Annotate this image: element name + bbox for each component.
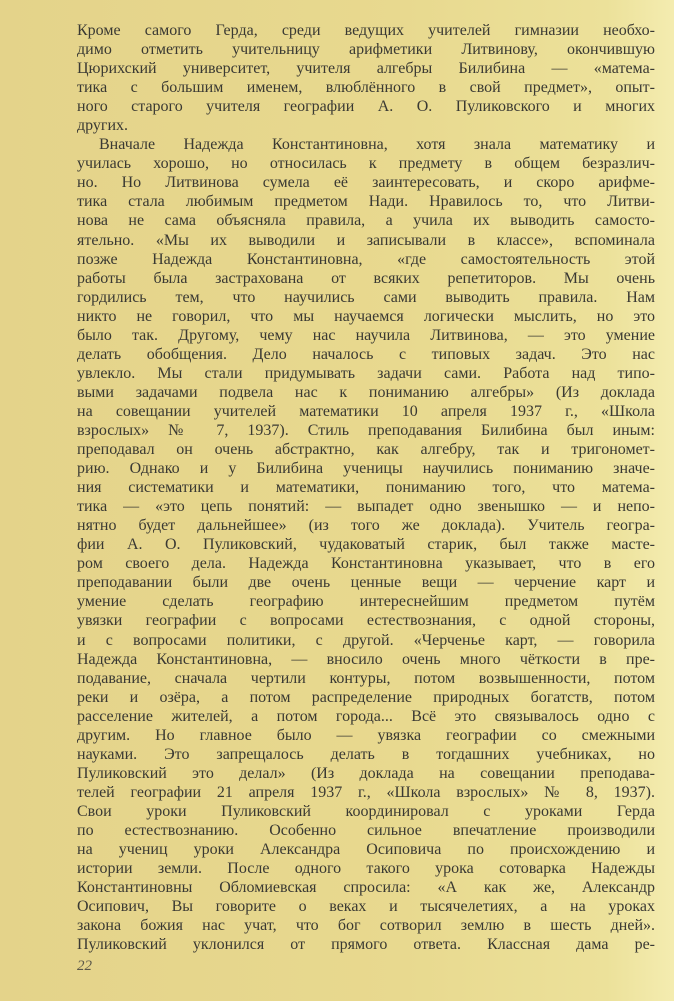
text-line: реки и озёра, а потом распределение природных богатств, потом (77, 688, 655, 706)
text-line: димо отметить учительницу арифметики Литвинову, окончившую (77, 41, 655, 59)
text-line: взрослых» № 7, 1937). Стиль преподавания Билибина был иным: (77, 421, 655, 439)
text-line: на совещании учителей математики 10 апреля 1937 г., «Школа (77, 402, 655, 420)
text-line: увязки географии с вопросами естествознания, с одной стороны, (77, 612, 655, 630)
text-line: увлекло. Мы стали придумывать задачи сами. Работа над типо- (77, 364, 655, 382)
text-line: гордились тем, что научились сами выводить правила. Нам (77, 288, 655, 306)
text-line: Вначале Надежда Константиновна, хотя знала математику и (99, 136, 655, 154)
text-line: истории земли. После одного такого урока сотоварка Надежды (77, 860, 655, 878)
text-line: преподавал он очень абстрактно, как алгебру, так и тригономет- (77, 441, 655, 459)
text-line: Кроме самого Герда, среди ведущих учителей гимназии необхо- (77, 22, 655, 39)
text-line: нятно будет дальнейшее» (из того же доклада). Учитель геогра- (77, 517, 655, 535)
text-line: закона божия нас учат, что бог сотворил землю в шесть дней». (77, 917, 655, 935)
page-number: 22 (77, 958, 92, 974)
text-line: тика стала любимым предметом Нади. Нравилось то, что Литви- (77, 193, 655, 211)
text-line: фии А. О. Пуликовский, чудаковатый старик, был также масте- (77, 536, 655, 554)
text-line: умение сделать географию интереснейшим предметом путём (77, 593, 655, 611)
text-line: ром своего дела. Надежда Константиновна указывает, что в его (77, 555, 655, 573)
body-text (77, 21, 655, 954)
text-line: но. Но Литвинова сумела её заинтересовать, и скоро арифме- (77, 174, 655, 192)
text-line: тика — «это цепь понятий: — выпадет одно звенышко — и непо- (77, 498, 655, 516)
text-line: никто не говорил, что мы научаемся логически мыслить, но это (77, 307, 655, 325)
text-line: позже Надежда Константиновна, «где самостоятельность этой (77, 250, 655, 268)
text-line: Надежда Константиновна, — вносило очень много чёткости в пре- (77, 650, 655, 668)
text-line: ного старого учителя географии А. О. Пуликовского и многих (77, 98, 655, 116)
text-line: на учениц уроки Александра Осиповича по происхождению и (77, 841, 655, 859)
text-line: тика с большим именем, влюблённого в свой предмет», опыт- (77, 79, 655, 97)
text-line: расселение жителей, а потом города... Всё это связывалось одно с (77, 707, 655, 725)
text-line: телей географии 21 апреля 1937 г., «Школа взрослых» № 8, 1937). (77, 783, 655, 801)
text-line: ния систематики и математики, пониманию того, что матема- (77, 479, 655, 497)
text-line: нова не сама объясняла правила, а учила их выводить самосто- (77, 212, 655, 230)
text-line: Пуликовский это делал» (Из доклада на совещании преподава- (77, 764, 655, 782)
text-line: подавание, сначала чертили контуры, потом возвышенности, потом (77, 669, 655, 687)
text-line: других. (77, 117, 129, 135)
text-line: Свои уроки Пуликовский координировал с уроками Герда (77, 802, 655, 820)
text-line: рию. Однако и у Билибина ученицы научились пониманию значе- (77, 460, 655, 478)
text-line: науками. Это запрещалось делать в тогдашних учебниках, но (77, 745, 655, 763)
text-line: делать обобщения. Дело началось с типовых задач. Это нас (77, 345, 655, 363)
text-line: было так. Другому, чему нас научила Литвинова, — это умение (77, 326, 655, 344)
text-line: ятельно. «Мы их выводили и записывали в классе», вспоминала (77, 231, 655, 249)
text-line: Константиновны Обломиевская спросила: «А как же, Александр (77, 879, 655, 897)
text-line: и с вопросами политики, с другой. «Черченье карт, — говорила (77, 631, 655, 649)
text-line: преподавании были две очень ценные вещи — черчение карт и (77, 574, 655, 592)
text-line: Пуликовский уклонился от прямого ответа. Классная дама ре- (77, 936, 655, 954)
text-line: выми задачами подвела нас к пониманию алгебры» (Из доклада (77, 383, 655, 401)
text-line: другим. Но главное было — увязка географии со смежными (77, 726, 655, 744)
text-line: работы была застрахована от всяких репетиторов. Мы очень (77, 269, 655, 287)
text-line: училась хорошо, но относилась к предмету в общем безразлич- (77, 155, 655, 173)
text-line: Цюрихский университет, учителя алгебры Билибина — «матема- (77, 60, 655, 78)
text-line: по естествознанию. Особенно сильное впечатление производили (77, 821, 655, 839)
text-line: Осипович, Вы говорите о веках и тысячелетиях, а на уроках (77, 898, 655, 916)
